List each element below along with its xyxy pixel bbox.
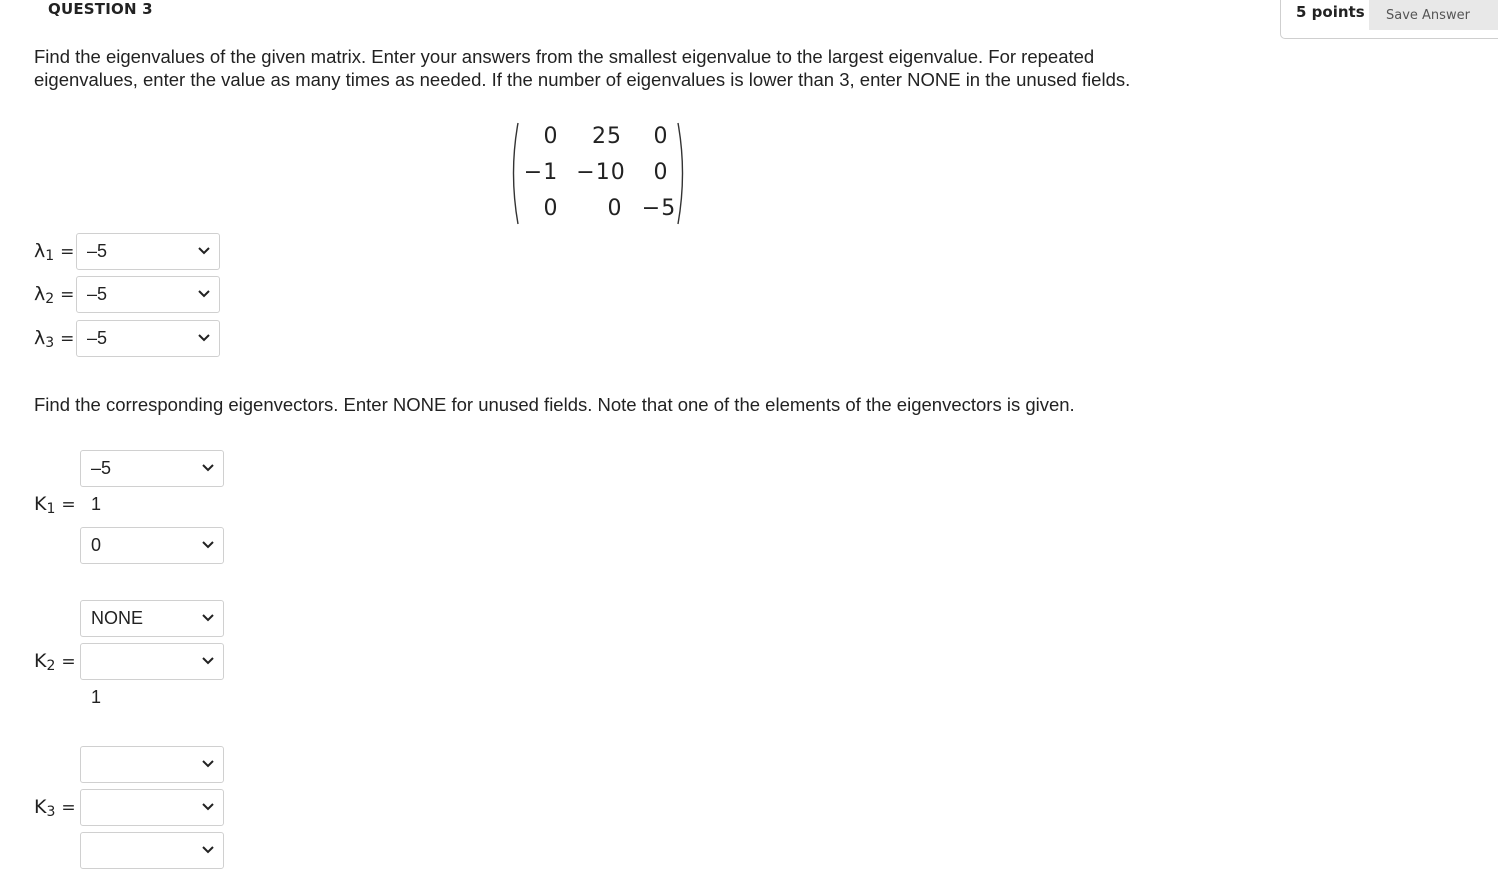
- k2-entry-2-select[interactable]: [80, 643, 224, 680]
- lambda-1-label: $\lambda_1$ =: [34, 240, 75, 264]
- eigenvector-instructions: Find the corresponding eigenvectors. Enter NONE for unused fields. Note that one of the elements of the eigenvectors is given.: [34, 394, 1075, 415]
- chevron-down-icon: [202, 802, 214, 812]
- matrix-cell: 0: [543, 196, 559, 221]
- k3-label: $K_3$ =: [34, 796, 76, 820]
- k3-entry-2-select[interactable]: [80, 789, 224, 826]
- chevron-down-icon: [198, 333, 210, 343]
- lambda-2-label: $\lambda_2$ =: [34, 283, 75, 307]
- k1-entry-3-select[interactable]: 0: [80, 527, 224, 564]
- k1-entry-2-given: 1: [91, 494, 102, 514]
- matrix: [508, 122, 688, 225]
- chevron-down-icon: [198, 246, 210, 256]
- matrix-cell: 0: [607, 196, 623, 221]
- lambda-1-select[interactable]: –5: [76, 233, 220, 270]
- chevron-down-icon: [198, 289, 210, 299]
- lambda-2-select[interactable]: –5: [76, 276, 220, 313]
- chevron-down-icon: [202, 759, 214, 769]
- k1-label: $K_1$ =: [34, 493, 76, 517]
- matrix-cell: 0: [653, 160, 669, 185]
- k2-entry-1-select[interactable]: NONE: [80, 600, 224, 637]
- matrix-cell: 0: [653, 124, 669, 149]
- question-title: QUESTION 3: [48, 0, 153, 18]
- lambda-3-label: $\lambda_3$ =: [34, 327, 75, 351]
- k3-entry-1-select[interactable]: [80, 746, 224, 783]
- chevron-down-icon: [202, 845, 214, 855]
- chevron-down-icon: [202, 540, 214, 550]
- matrix-cell: −1: [523, 160, 559, 185]
- save-answer-button[interactable]: Save Answer: [1369, 0, 1498, 30]
- matrix-cell: −10: [576, 160, 626, 185]
- eigenvalue-instructions: Find the eigenvalues of the given matrix. Enter your answers from the smallest eigenvalue to the largest eigenvalue. For repeated eigenvalues, enter the value as many times as needed. If the number of eigenvalues is lower than 3, enter NONE in the unused fields.: [34, 46, 1131, 90]
- chevron-down-icon: [202, 613, 214, 623]
- matrix-cell: 0: [543, 124, 559, 149]
- k3-entry-3-select[interactable]: [80, 832, 224, 869]
- chevron-down-icon: [202, 463, 214, 473]
- matrix-cell: 25: [592, 124, 622, 149]
- points-label: 5 points: [1296, 3, 1365, 21]
- k1-entry-1-select[interactable]: –5: [80, 450, 224, 487]
- matrix-cell: −5: [641, 196, 677, 221]
- k2-label: $K_2$ =: [34, 650, 76, 674]
- k2-entry-3-given: 1: [91, 687, 102, 707]
- lambda-3-select[interactable]: –5: [76, 320, 220, 357]
- chevron-down-icon: [202, 656, 214, 666]
